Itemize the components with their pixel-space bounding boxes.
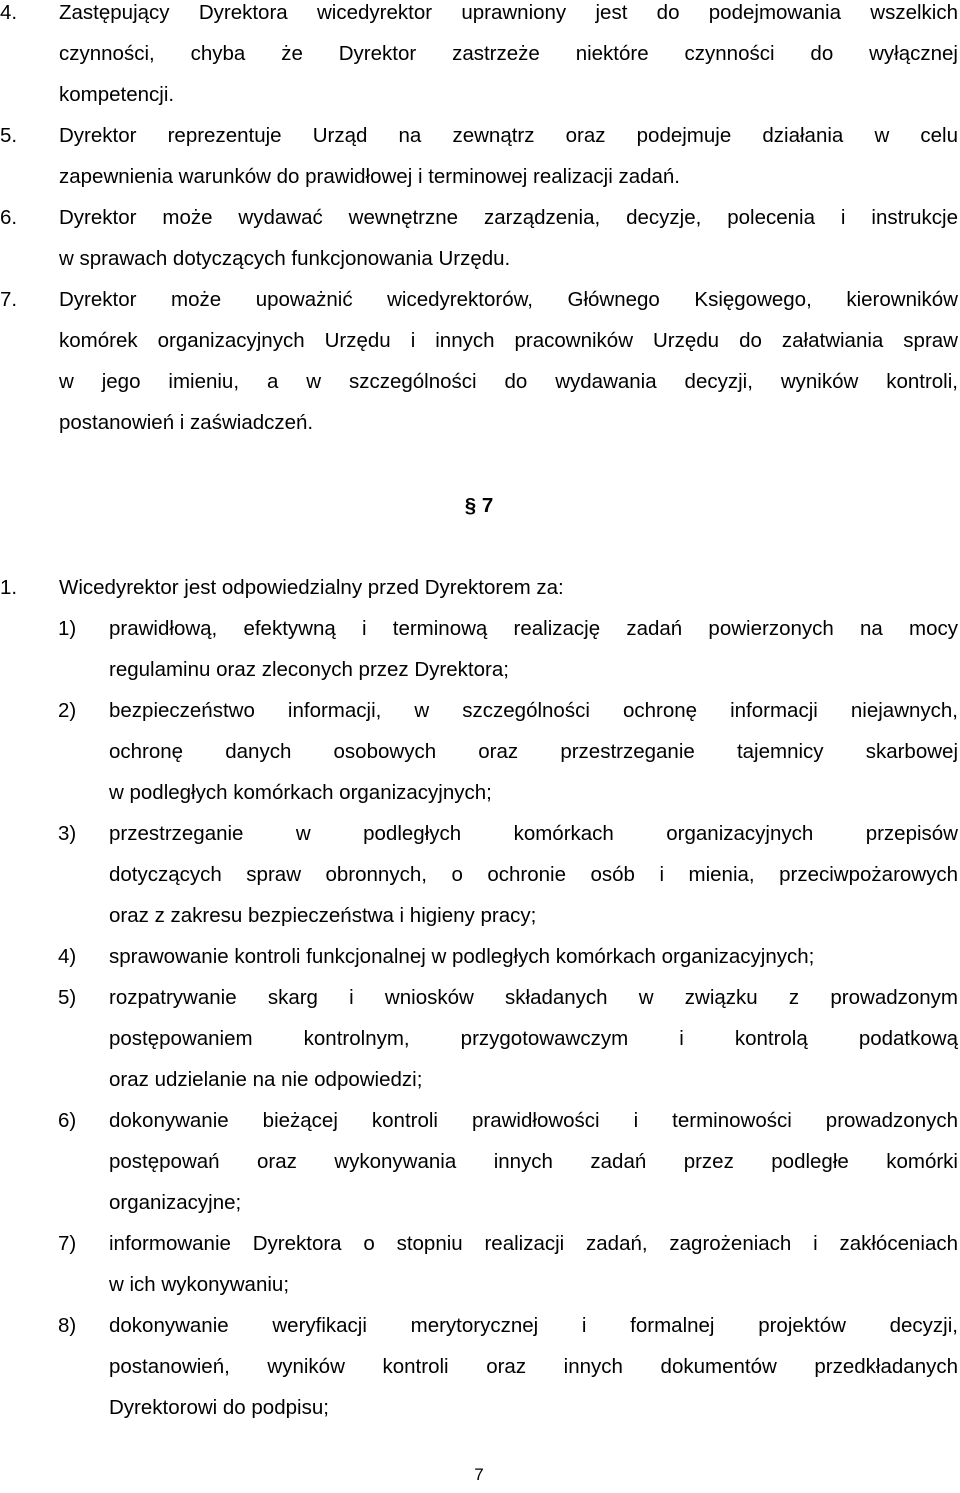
text-line: rozpatrywanie skarg i wniosków składanych w związku z prowadzonym xyxy=(109,986,958,1009)
point-text xyxy=(109,936,958,977)
text-line: postępowań oraz wykonywania innych zadań przez podległe komórki xyxy=(109,1150,958,1173)
point-text xyxy=(109,690,958,813)
text-line: Wicedyrektor jest odpowiedzialny przed Dyrektorem za: xyxy=(59,576,564,599)
text-line: zapewnienia warunków do prawidłowej i terminowej realizacji zadań. xyxy=(59,165,681,188)
text-line: ochronę danych osobowych oraz przestrzeganie tajemnicy skarbowej xyxy=(109,740,958,763)
paragraph-text xyxy=(59,0,958,115)
paragraph-number: 5. xyxy=(0,124,18,147)
text-line: dokonywanie bieżącej kontroli prawidłowości i terminowości prowadzonych xyxy=(109,1109,958,1132)
text-line: prawidłową, efektywną i terminową realizację zadań powierzonych na mocy xyxy=(109,617,958,640)
text-line: oraz z zakresu bezpieczeństwa i higieny pracy; xyxy=(109,904,537,927)
paragraph-number: 7. xyxy=(0,288,18,311)
text-line: komórek organizacyjnych Urzędu i innych pracowników Urzędu do załatwiania spraw xyxy=(59,329,958,352)
text-line: regulaminu oraz zleconych przez Dyrektora; xyxy=(109,658,509,681)
text-line: sprawowanie kontroli funkcjonalnej w podległych komórkach organizacyjnych; xyxy=(109,945,815,968)
text-line: Dyrektor może wydawać wewnętrzne zarządzenia, decyzje, polecenia i instrukcje xyxy=(59,206,958,229)
point-number: 5) xyxy=(58,986,77,1009)
text-line: Dyrektorowi do podpisu; xyxy=(109,1396,329,1419)
point-number: 3) xyxy=(58,822,77,845)
text-line: w ich wykonywaniu; xyxy=(109,1273,290,1296)
text-line: dotyczących spraw obronnych, o ochronie osób i mienia, przeciwpożarowych xyxy=(109,863,958,886)
point-text xyxy=(109,1223,958,1305)
point-number: 6) xyxy=(58,1109,77,1132)
point-text xyxy=(109,1305,958,1428)
point-number: 1) xyxy=(58,617,77,640)
point-number: 7) xyxy=(58,1232,77,1255)
text-line: postanowień, wyników kontroli oraz innych dokumentów przedkładanych xyxy=(109,1355,958,1378)
paragraph-text xyxy=(59,197,958,279)
paragraph-text xyxy=(59,115,958,197)
paragraph-number: 1. xyxy=(0,576,18,599)
paragraph-text xyxy=(59,279,958,443)
section-heading: § 7 xyxy=(464,494,494,517)
point-text xyxy=(109,1100,958,1223)
text-line: w podległych komórkach organizacyjnych; xyxy=(109,781,492,804)
text-line: bezpieczeństwo informacji, w szczególności ochronę informacji niejawnych, xyxy=(109,699,958,722)
text-line: oraz udzielanie na nie odpowiedzi; xyxy=(109,1068,423,1091)
text-line: postępowaniem kontrolnym, przygotowawczym i kontrolą podatkową xyxy=(109,1027,958,1050)
paragraph-number: 6. xyxy=(0,206,18,229)
point-number: 2) xyxy=(58,699,77,722)
text-line: Dyrektor reprezentuje Urząd na zewnątrz oraz podejmuje działania w celu xyxy=(59,124,958,147)
text-line: przestrzeganie w podległych komórkach organizacyjnych przepisów xyxy=(109,822,958,845)
point-number: 8) xyxy=(58,1314,77,1337)
text-line: postanowień i zaświadczeń. xyxy=(59,411,314,434)
text-line: informowanie Dyrektora o stopniu realizacji zadań, zagrożeniach i zakłóceniach xyxy=(109,1232,958,1255)
paragraph-number: 4. xyxy=(0,1,18,24)
text-line: Dyrektor może upoważnić wicedyrektorów, Głównego Księgowego, kierowników xyxy=(59,288,958,311)
point-text xyxy=(109,813,958,936)
text-line: Zastępujący Dyrektora wicedyrektor uprawniony jest do podejmowania wszelkich xyxy=(59,1,958,24)
text-line: w jego imieniu, a w szczególności do wydawania decyzji, wyników kontroli, xyxy=(59,370,958,393)
text-line: kompetencji. xyxy=(59,83,175,106)
point-text xyxy=(109,608,958,690)
text-line: dokonywanie weryfikacji merytorycznej i formalnej projektów decyzji, xyxy=(109,1314,958,1337)
point-number: 4) xyxy=(58,945,77,968)
text-line: czynności, chyba że Dyrektor zastrzeże niektóre czynności do wyłącznej xyxy=(59,42,958,65)
text-line: w sprawach dotyczących funkcjonowania Urzędu. xyxy=(59,247,511,270)
paragraph-text xyxy=(59,567,958,608)
point-text xyxy=(109,977,958,1100)
page-number: 7 xyxy=(474,1465,484,1484)
text-line: organizacyjne; xyxy=(109,1191,242,1214)
